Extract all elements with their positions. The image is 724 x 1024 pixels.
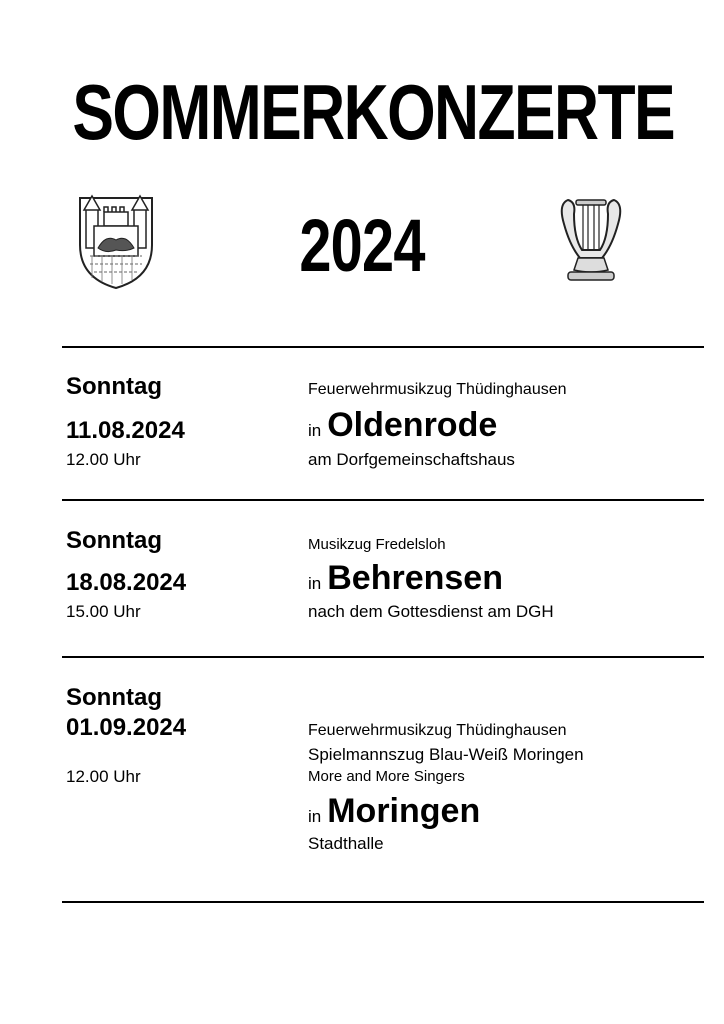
event-2-venue: nach dem Gottesdienst am DGH [308,602,554,621]
event-3-place: Moringen [327,792,481,830]
divider [62,346,704,348]
in-label: in [308,574,322,593]
divider [62,901,704,903]
event-1-place-line [308,404,497,453]
divider [62,499,704,501]
event-2-date: 18.08.2024 [66,569,187,596]
event-3-performer-3: More and More Singers [308,768,465,785]
event-1-venue: am Dorfgemeinschaftshaus [308,450,515,469]
event-3-day: Sonntag [66,684,162,711]
event-2-day: Sonntag [66,527,162,554]
in-label: in [308,421,322,440]
event-3-performer-2: Spielmannszug Blau-Weiß Moringen [308,745,584,764]
event-1-time: 12.00 Uhr [66,450,141,469]
divider [62,656,704,658]
event-1-place: Oldenrode [327,406,498,444]
event-3-time: 12.00 Uhr [66,767,141,786]
page-title: SOMMERKONZERTE [72,68,674,156]
event-2-performer: Musikzug Fredelsloh [308,536,446,553]
event-3-date: 01.09.2024 [66,714,187,741]
event-2-time: 15.00 Uhr [66,602,141,621]
event-1-performer: Feuerwehrmusikzug Thüdinghausen [308,381,567,398]
event-1-day: Sonntag [66,373,162,400]
event-3-venue: Stadthalle [308,834,384,853]
event-3-place-line [308,790,480,839]
event-3-performer-1: Feuerwehrmusikzug Thüdinghausen [308,722,567,739]
event-1-date: 11.08.2024 [66,417,185,444]
year-heading: 2024 [299,204,425,287]
event-2-place: Behrensen [327,559,503,597]
event-2-place-line [308,557,503,606]
in-label: in [308,807,322,826]
